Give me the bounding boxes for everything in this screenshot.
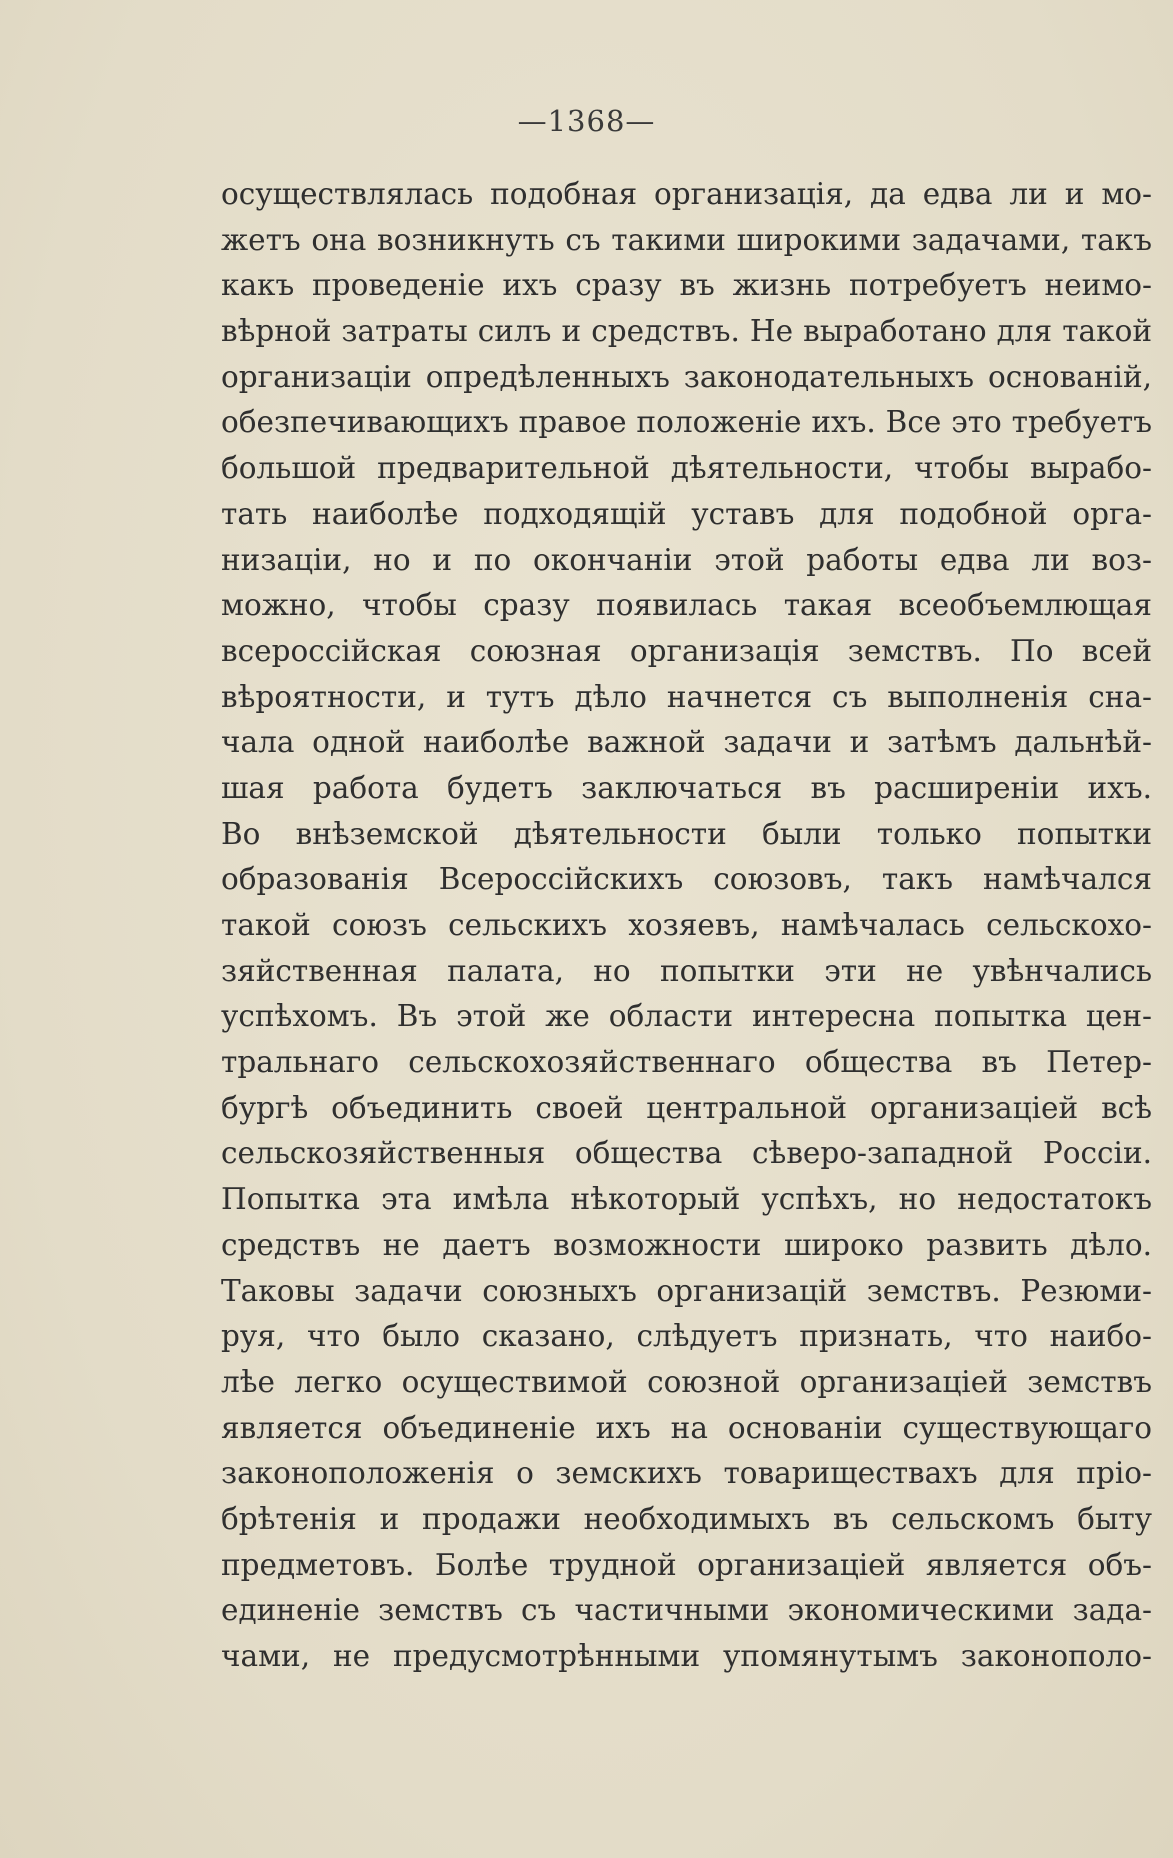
text-line: шая работа будетъ заключаться въ расширенiи ихъ. <box>221 770 1152 805</box>
text-line: предметовъ. Болѣе трудной организацiей является объ- <box>221 1547 1152 1582</box>
text-line: руя, что было сказано, слѣдуетъ признать, что наибо- <box>221 1319 1152 1354</box>
text-line: большой предварительной дѣятельности, чтобы вырабо- <box>221 451 1152 486</box>
text-line: жетъ она возникнуть съ такими широкими задачами, такъ <box>221 222 1152 257</box>
text-line: образованiя Всероссiйскихъ союзовъ, такъ намѣчался <box>221 862 1152 897</box>
text-line: средствъ не даетъ возможности широко развить дѣло. <box>221 1227 1152 1262</box>
text-line: вѣрной затраты силъ и средствъ. Не выработано для такой <box>221 314 1152 349</box>
text-line: вѣроятности, и тутъ дѣло начнется съ выполненiя сна- <box>221 679 1152 714</box>
text-line: осуществлялась подобная организацiя, да едва ли и мо- <box>221 177 1152 211</box>
text-line: Попытка эта имѣла нѣкоторый успѣхъ, но недостатокъ <box>221 1182 1152 1217</box>
body-text <box>221 172 1152 1680</box>
text-line: зяйственная палата, но попытки эти не увѣнчались <box>221 953 1152 988</box>
text-line: успѣхомъ. Въ этой же области интересна попытка цен- <box>221 999 1152 1034</box>
text-line: бургѣ объединить своей центральной организацiей всѣ <box>221 1090 1152 1125</box>
text-line: законоположенiя о земскихъ товариществахъ для прiо- <box>221 1456 1152 1491</box>
text-line: такой союзъ сельскихъ хозяевъ, намѣчалась сельскохо- <box>221 908 1152 942</box>
text-line: чами, не предусмотрѣнными упомянутымъ законополо- <box>221 1639 1152 1673</box>
text-line: обезпечивающихъ правое положенiе ихъ. Все это требуетъ <box>221 405 1152 440</box>
text-line: низацiи, но и по окончанiи этой работы едва ли воз- <box>221 542 1152 577</box>
text-line: тать наиболѣе подходящiй уставъ для подобной орга- <box>221 496 1152 531</box>
text-line: организацiи опредѣленныхъ законодательныхъ основанiй, <box>221 359 1152 394</box>
text-line: лѣе легко осуществимой союзной организацiей земствъ <box>221 1364 1152 1399</box>
text-line: Таковы задачи союзныхъ организацiй земствъ. Резюми- <box>221 1273 1152 1308</box>
text-line: какъ проведенiе ихъ сразу въ жизнь потребуетъ неимо- <box>221 268 1152 303</box>
text-line: чала одной наиболѣе важной задачи и затѣмъ дальнѣй- <box>221 725 1152 760</box>
text-line: является объединенiе ихъ на основанiи существующаго <box>221 1410 1152 1445</box>
text-line: сельскозяйственныя общества сѣверо-западной Россiи. <box>221 1136 1152 1171</box>
page-number: —1368— <box>517 104 656 138</box>
text-line: всероссiйская союзная организацiя земствъ. По всей <box>221 633 1152 668</box>
text-line: брѣтенiя и продажи необходимыхъ въ сельскомъ быту <box>221 1501 1152 1536</box>
text-line: можно, чтобы сразу появилась такая всеобъемлющая <box>221 588 1152 623</box>
text-line: тральнаго сельскохозяйственнаго общества въ Петер- <box>221 1045 1152 1080</box>
text-line: единенiе земствъ съ частичными экономическими зада- <box>221 1593 1152 1628</box>
text-line: Во внѣземской дѣятельности были только попытки <box>221 816 1152 851</box>
